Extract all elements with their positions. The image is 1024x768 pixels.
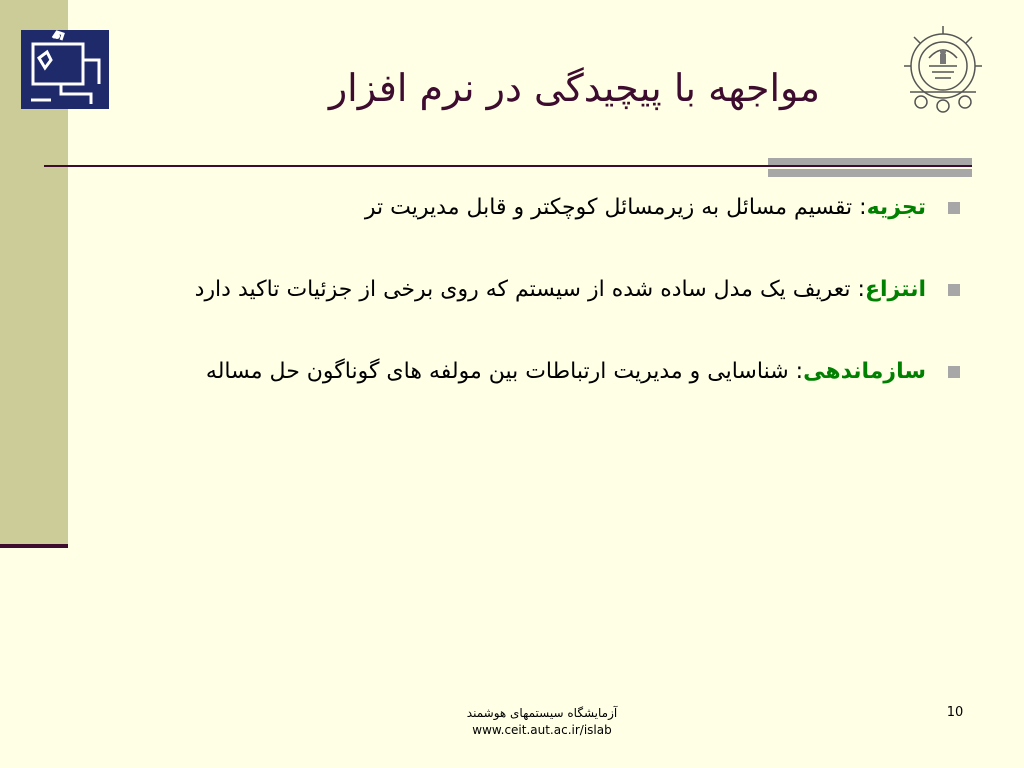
square-bullet-icon <box>948 366 960 378</box>
bullet-term: تجزیه <box>866 195 926 220</box>
bullet-item <box>150 352 962 392</box>
divider-accent-bar <box>768 169 972 177</box>
page-number: 10 <box>946 705 964 720</box>
lab-logo-icon <box>21 30 109 109</box>
slide-title: مواجهه با پیچیدگی در نرم افزار <box>328 66 820 110</box>
square-bullet-icon <box>948 284 960 296</box>
bullet-text: تعریف یک مدل ساده شده از سیستم که روی برخی از جزئیات تاکید دارد <box>194 277 851 302</box>
bullet-item <box>150 188 962 228</box>
square-bullet-icon <box>948 202 960 214</box>
university-emblem-icon <box>904 22 982 116</box>
title-divider <box>44 165 972 167</box>
footer-lab-name: آزمایشگاه سیستمهای هوشمند <box>466 706 618 720</box>
bullet-separator: : <box>850 277 865 302</box>
bullet-separator: : <box>852 195 867 220</box>
bullet-term: انتزاع <box>864 277 926 302</box>
footer <box>412 705 672 739</box>
bullet-text: تقسیم مسائل به زیرمسائل کوچکتر و قابل مدیریت تر <box>364 195 853 220</box>
footer-url[interactable]: www.ceit.aut.ac.ir/islab <box>472 723 612 737</box>
bullet-term: سازماندهی <box>803 359 926 384</box>
bullet-separator: : <box>788 359 804 384</box>
divider-accent-bar <box>768 158 972 165</box>
bullet-item <box>150 270 962 310</box>
left-band-underline <box>0 544 68 548</box>
bullet-list <box>150 188 962 434</box>
bullet-text: شناسایی و مدیریت ارتباطات بین مولفه های گوناگون حل مساله <box>205 359 789 384</box>
